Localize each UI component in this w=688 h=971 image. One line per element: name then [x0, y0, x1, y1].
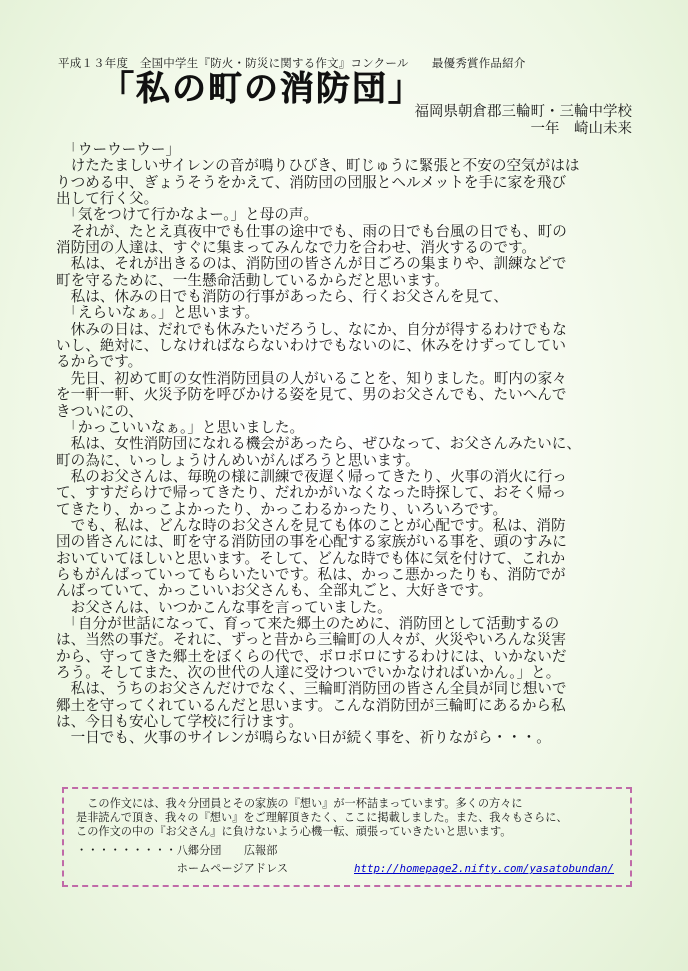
essay-line: てきたり、かっこよかったり、かっこわるかったり、いろいろです。: [56, 501, 508, 518]
essay-line: 「自分が世話になって、育って来た郷土のために、消防団として活動するの: [56, 615, 560, 632]
essay-line: らもがんばっていってもらいたいです。私は、かっこ悪かったりも、消防でが: [56, 566, 566, 583]
essay-line: 先日、初めて町の女性消防団員の人がいることを、知りました。町内の家々: [56, 370, 567, 387]
essay-line: 一日でも、火事のサイレンが鳴らない日が続く事を、祈りながら・・・。: [56, 730, 551, 747]
essay-line: は、当然の事だ。それに、ずっと昔から三輪町の人々が、火災やいろんな災害: [56, 632, 566, 649]
essay-line: 私は、うちのお父さんだけでなく、三輪町消防団の皆さん全員が同じ想いで: [56, 681, 567, 698]
notice-signature: ・・・・・・・・・八郷分団 広報部: [76, 844, 278, 857]
homepage-label: ホームページアドレス: [76, 862, 289, 875]
essay-line: 出して行く父。: [56, 191, 159, 208]
essay-line: 「かっこいいなぁ。」と思いました。: [56, 419, 305, 436]
homepage-link[interactable]: http://homepage2.nifty.com/yasatobundan/: [354, 862, 615, 875]
essay-line: るからです。: [56, 354, 143, 371]
essay-line: て、すすだらけで帰ってきたり、だれかがいなくなった時探して、おそく帰っ: [56, 485, 567, 502]
essay-line: から、守ってきた郷土をぼくらの代で、ボロボロにするわけには、いかないだ: [56, 648, 567, 665]
essay-line: を一軒一軒、火災予防を呼びかける姿を見て、男のお父さんでも、たいへんで: [56, 387, 567, 404]
notice-line: 是非読んで頂き、我々の『想い』をご理解頂きたく、ここに掲載しました。また、我々もさらに、: [76, 811, 568, 824]
essay-line: 私は、休みの日でも消防の行事があったら、行くお父さんを見て、: [56, 289, 508, 306]
notice-box: [62, 787, 632, 887]
notice-line: この作文には、我々分団員とその家族の『想い』が一杯詰まっています。多くの方々に: [76, 797, 523, 810]
essay-line: は、今日も安心して学校に行けます。: [56, 714, 303, 731]
essay-body: [56, 142, 641, 747]
essay-line: んばっていて、かっこいいお父さんも、全部丸ごと、大好きです。: [56, 583, 493, 600]
essay-line: きついにの、: [56, 403, 143, 420]
essay-line: 郷土を守ってくれているんだと思います。こんな消防団が三輪町にあるから私: [56, 697, 566, 714]
essay-line: 消防団の人達は、すぐに集まってみんなで力を合わせ、消火するのです。: [56, 240, 536, 257]
essay-line: ろう。そしてまた、次の世代の人達に受けついでいかなければいかん。」と。: [56, 665, 561, 681]
essay-line: 町を守るために、一生懸命活動しているからだと思います。: [56, 272, 449, 289]
essay-line: 私のお父さんは、毎晩の様に訓練で夜遅く帰ってきたり、火事の消火に行っ: [56, 468, 567, 485]
author-name: 一年 崎山未来: [530, 121, 632, 137]
essay-line: おいていてほしいと思います。そして、どんな時でも体に気を付けて、これか: [56, 550, 566, 567]
essay-line: 「ウーウーウー」: [56, 142, 181, 158]
essay-line: でも、私は、どんな時のお父さんを見ても体のことが心配です。私は、消防: [56, 517, 566, 534]
essay-line: けたたましいサイレンの音が鳴りひびき、町じゅうに緊張と不安の空気がはは: [56, 158, 580, 175]
essay-line: 団の皆さんには、町を守る消防団の事を心配する家族がいる事を、頭のすみに: [56, 534, 567, 551]
essay-line: 「えらいなぁ。」と思います。: [56, 305, 260, 322]
essay-line: 休みの日は、だれでも休みたいだろうし、なにか、自分が得するわけでもな: [56, 321, 567, 338]
essay-line: いし、絶対に、しなければならないわけでもないのに、休みをけずってしてい: [56, 338, 566, 355]
essay-line: 私は、それが出きるのは、消防団の皆さんが日ごろの集まりや、訓練などで: [56, 256, 567, 273]
essay-line: 私は、女性消防団になれる機会があったら、ぜひなって、お父さんみたいに、: [56, 436, 581, 453]
notice-line: この作文の中の『お父さん』に負けないよう心機一転、頑張っていきたいと思います。: [76, 825, 512, 838]
essay-line: 「気をつけて行かなよー。」と母の声。: [56, 207, 319, 224]
essay-line: お父さんは、いつかこんな事を言っていました。: [56, 599, 392, 616]
school-name: 福岡県朝倉郡三輪町・三輪中学校: [414, 104, 632, 120]
essay-title: 「私の町の消防団」: [100, 69, 424, 109]
essay-line: 町の為に、いっしょうけんめいがんばろうと思います。: [56, 452, 420, 469]
contest-caption: 平成１３年度 全国中学生『防火・防災に関する作文』コンクール 最優秀賞作品紹介: [58, 56, 526, 70]
essay-line: りつめる中、ぎょうそうをかえて、消防団の団服とヘルメットを手に家を飛び: [56, 174, 567, 191]
essay-line: それが、たとえ真夜中でも仕事の途中でも、雨の日でも台風の日でも、町の: [56, 223, 567, 240]
